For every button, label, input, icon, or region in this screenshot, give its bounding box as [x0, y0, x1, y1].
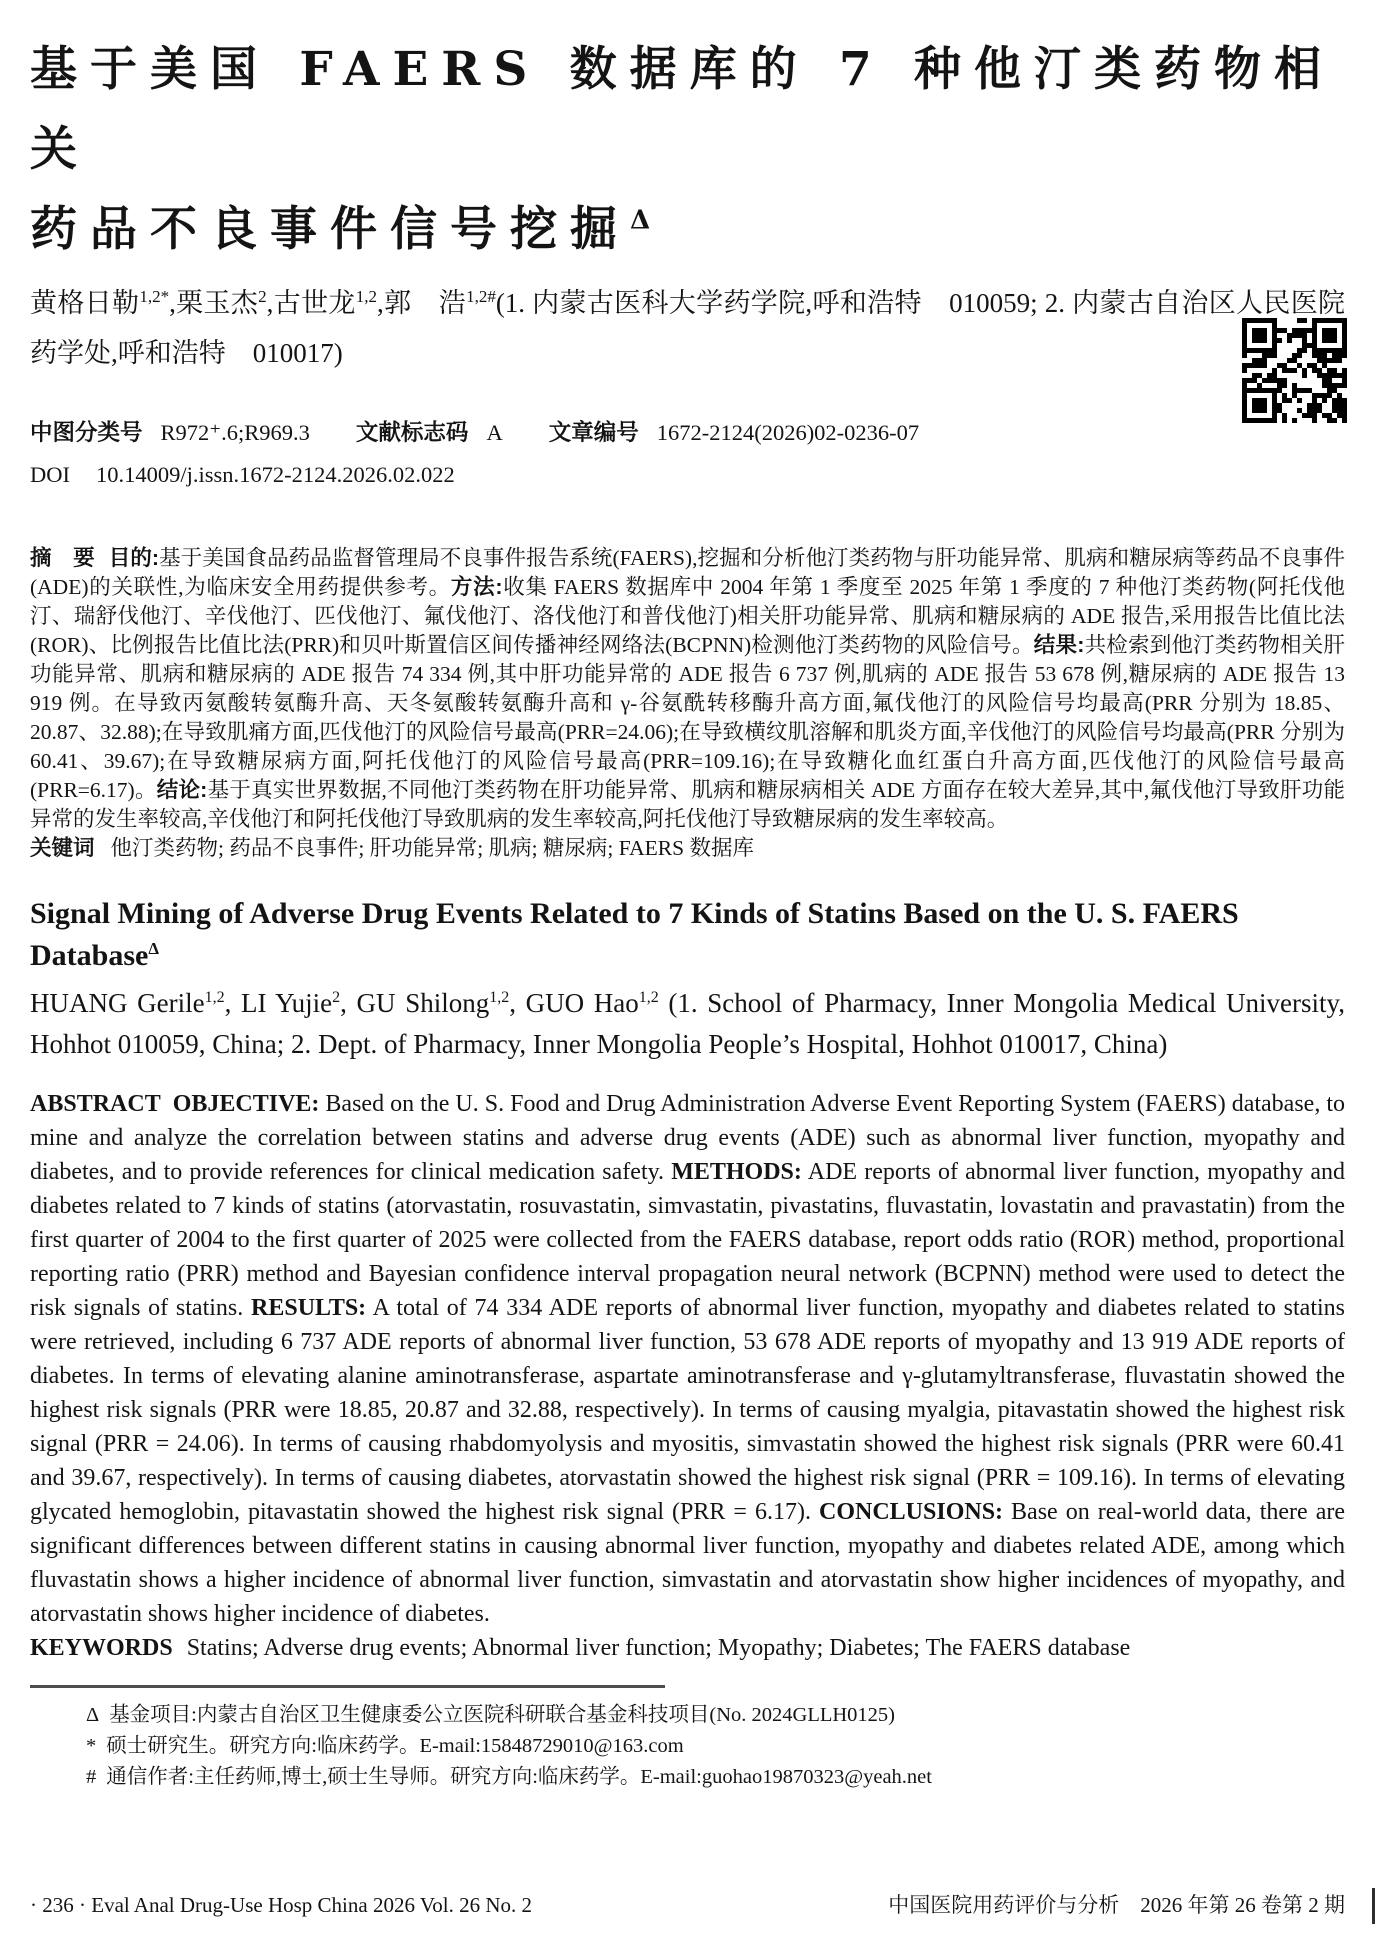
- qr-code: [1242, 318, 1347, 423]
- english-abstract: [30, 1087, 1345, 1631]
- footnote-divider: [30, 1685, 665, 1688]
- chinese-abstract-text: 目的:基于美国食品药品监督管理局不良事件报告系统(FAERS),挖掘和分析他汀类药物与肝功能异常、肌病和糖尿病等药品不良事件(ADE)的关联性,为临床安全用药提供参考。方法:收集 FAERS 数据库中 2004 年第 1 季度至 2025 年第 1 季度的 7 种他汀类药物(阿托伐他汀、瑞舒伐他汀、辛伐他汀、匹伐他汀、氟伐他汀、洛伐他汀和普伐他汀)相关肝功能异常、肌病和糖尿病的 ADE 报告,采用报告比值比法(ROR)、比例报告比值比法(PRR)和贝叶斯置信区间传播神经网络法(BCPNN)检测他汀类药物的风险信号。结果:共检索到他汀类药物相关肝功能异常、肌病和糖尿病的 ADE 报告 74 334 例,其中肝功能异常的 ADE 报告 6 737 例,肌病的 ADE 报告 53 678 例,糖尿病的 ADE 报告 13 919 例。在导致丙氨酸转氨酶升高、天冬氨酸转氨酶升高和 γ-谷氨酰转移酶升高方面,氟伐他汀的风险信号均最高(PRR 分别为 18.85、20.87、32.88);在导致肌痛方面,匹伐他汀的风险信号最高(PRR=24.06);在导致横纹肌溶解和肌炎方面,辛伐他汀的风险信号均最高(PRR 分别为 60.41、39.67);在导致糖尿病方面,阿托伐他汀的风险信号最高(PRR=109.16);在导致糖化血红蛋白升高方面,匹伐他汀的风险信号最高(PRR=6.17)。结论:基于真实世界数据,不同他汀类药物在肝功能异常、肌病和糖尿病相关 ADE 方面存在较大差异,其中,氟伐他汀导致肝功能异常的发生率较高,辛伐他汀和阿托伐他汀导致肌病的发生率较高,阿托伐他汀导致糖尿病的发生率较高。: [30, 546, 1345, 831]
- chinese-abstract: [30, 544, 1345, 834]
- english-title-note-superscript: Δ: [148, 939, 160, 958]
- title-note-superscript: Δ: [630, 205, 651, 236]
- chinese-title: [30, 30, 1345, 270]
- english-title: Signal Mining of Adverse Drug Events Related to 7 Kinds of Statins Based on the U. S. FAERS Database$^\Delta$: [30, 897, 1239, 972]
- footnote-marker: #: [86, 1766, 97, 1788]
- chinese-keywords-label: 关键词: [30, 836, 95, 860]
- footnote-text: 通信作者:主任药师,博士,硕士生导师。研究方向:临床药学。E-mail:guohao19870323@yeah.net: [106, 1766, 932, 1788]
- footnote-marker: Δ: [86, 1704, 100, 1726]
- doc-code-value: A: [486, 420, 503, 445]
- doi-value: 10.14009/j.issn.1672-2124.2026.02.022: [96, 462, 455, 487]
- english-authors-line: HUANG Gerile$^{1,2}$, LI Yujie$^2$, GU Shilong$^{1,2}$, GUO Hao$^{1,2}$ (1. School of Pharmacy, Inner Mongolia Medical University, Hohhot 010059, China; 2. Dept. of Pharmacy, Inner Mongolia People’s Hospital, Hohhot 010017, China): [30, 988, 1346, 1059]
- english-keywords-text: Statins; Adverse drug events; Abnormal liver function; Myopathy; Diabetes; The FAERS database: [186, 1635, 1131, 1661]
- chinese-authors-line: 黄格日勒$^{1,2*}$,栗玉杰$^2$,古世龙$^{1,2}$,郭 浩$^{1,2\#}$(1. 内蒙古医科大学药学院,呼和浩特 010059; 2. 内蒙古自治区人民医院药学处,呼和浩特 010017): [30, 287, 1346, 368]
- article-meta: [30, 412, 1345, 496]
- english-keywords-line: [30, 1631, 1345, 1665]
- english-keywords-label: KEYWORDS: [30, 1635, 173, 1661]
- footnote-text: 基金项目:内蒙古自治区卫生健康委公立医院科研联合基金科技项目(No. 2024GLLH0125): [109, 1704, 895, 1726]
- article-no-value: 1672-2124(2026)02-0236-07: [656, 420, 920, 445]
- meta-row-doi: [30, 454, 1345, 496]
- chinese-keywords-line: [30, 834, 1345, 863]
- chinese-title-line2: 药品不良事件信号挖掘$^\Delta$: [30, 202, 651, 257]
- doi-label: DOI: [30, 462, 70, 487]
- footer-left-journal-en: · 236 · Eval Anal Drug-Use Hosp China 2026 Vol. 26 No. 2: [30, 1893, 533, 1917]
- footnote-text: 硕士研究生。研究方向:临床药学。E-mail:15848729010@163.com: [106, 1735, 684, 1757]
- page-footer: [30, 1892, 1345, 1918]
- footnote-funding: [86, 1700, 1345, 1731]
- footer-right-journal-cn: 中国医院用药评价与分析 2026 年第 26 卷第 2 期: [888, 1893, 1345, 1917]
- footnotes: [30, 1700, 1345, 1793]
- clc-value: R972⁺.6;R969.3: [160, 420, 310, 445]
- english-abstract-label: ABSTRACT: [30, 1091, 161, 1117]
- chinese-title-line1: 基于美国 FAERS 数据库的 7 种他汀类药物相关: [30, 42, 1335, 177]
- footnote-marker: *: [86, 1735, 97, 1757]
- meta-row-classification: [30, 412, 1345, 454]
- footnote-first-author: [86, 1731, 1345, 1762]
- footnote-corresponding-author: [86, 1762, 1345, 1793]
- chinese-abstract-label: 摘 要: [30, 546, 95, 570]
- doc-code-label: 文献标志码: [355, 420, 469, 445]
- article-no-label: 文章编号: [548, 420, 639, 445]
- english-abstract-text: OBJECTIVE: Based on the U. S. Food and Drug Administration Adverse Event Reporting System (FAERS) database, to mine and analyze the correlation between statins and adverse drug events (ADE) such as abnormal liver function, myopathy and diabetes, and to provide references for clinical medication safety. METHODS: ADE reports of abnormal liver function, myopathy and diabetes related to 7 kinds of statins (atorvastatin, rosuvastatin, simvastatin, pivastatins, fluvastatin, lovastatin and pravastatin) from the first quarter of 2004 to the first quarter of 2025 were collected from the FAERS database, report odds ratio (ROR) method, proportional reporting ratio (PRR) method and Bayesian confidence interval propagation neural network (BCPNN) method were used to detect the risk signals of statins. RESULTS: A total of 74 334 ADE reports of abnormal liver function, myopathy and diabetes related to statins were retrieved, including 6 737 ADE reports of abnormal liver function, 53 678 ADE reports of myopathy and 13 919 ADE reports of diabetes. In terms of elevating alanine aminotransferase, aspartate aminotransferase and γ-glutamyltransferase, fluvastatin showed the highest risk signals (PRR were 18.85, 20.87 and 32.88, respectively). In terms of causing myalgia, pitavastatin showed the highest risk signal (PRR = 24.06). In terms of causing rhabdomyolysis and myositis, simvastatin showed the highest risk signals (PRR were 60.41 and 39.67, respectively). In terms of causing diabetes, atorvastatin showed the highest risk signal (PRR = 109.16). In terms of elevating glycated hemoglobin, pitavastatin showed the highest risk signal (PRR = 6.17). CONCLUSIONS: Base on real-world data, there are significant differences between different statins in causing abnormal liver function, myopathy and diabetes related ADE, among which fluvastatin shows a higher incidence of abnormal liver function, simvastatin and atorvastatin show higher incidences of myopathy, and atorvastatin shows higher incidence of diabetes.: [30, 1091, 1346, 1627]
- clc-label: 中图分类号: [30, 420, 143, 445]
- chinese-keywords-text: 他汀类药物; 药品不良事件; 肝功能异常; 肌病; 糖尿病; FAERS 数据库: [110, 836, 754, 860]
